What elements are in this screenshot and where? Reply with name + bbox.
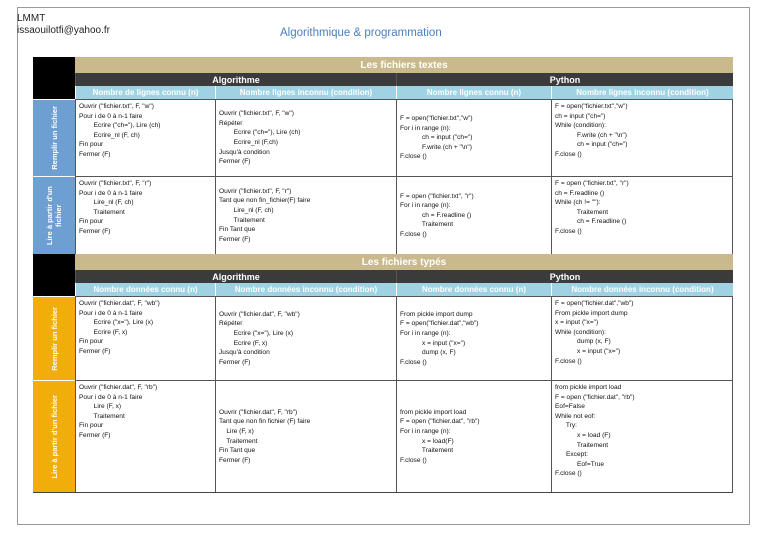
code-cell (396, 380, 551, 492)
code-line: For i in range (n): (400, 427, 451, 435)
code-line: Pour i de 0 à n-1 faire (79, 189, 143, 197)
code-line: Ecrire ("ch="), Lire (ch) (219, 129, 301, 137)
code-line: dump (x, F) (555, 338, 611, 346)
code-line: Fermer (F) (79, 347, 111, 355)
row-label-text: Lire à partir d'un fichier (49, 394, 59, 479)
code-line: Try: (555, 422, 577, 430)
code-line: F.close () (555, 227, 582, 235)
code-line: Traitement (219, 216, 265, 224)
code-line: Pour i de 0 à n-1 faire (79, 393, 143, 401)
code-line: F.close () (400, 358, 427, 366)
code-line: Fin pour (79, 218, 104, 226)
code-line: F = open("fichier.dat","wb") (555, 300, 634, 307)
code-cell (75, 99, 215, 176)
code-line: Fermer (F) (79, 150, 111, 158)
section-title: Les fichiers typés (75, 254, 733, 270)
code-cell (215, 99, 396, 176)
code-line: F.write (ch + "\n") (400, 143, 472, 151)
code-line: x = load(F) (400, 437, 454, 445)
column-header-algorithme: Algorithme (75, 270, 396, 283)
code-line: F.close () (400, 230, 427, 238)
code-line: Eof=True (555, 460, 605, 468)
code-line: Ecrire_nl (F,ch) (219, 139, 278, 146)
code-line: x = load (F) (555, 431, 611, 439)
code-cell (396, 296, 551, 380)
org-name: LMMT (17, 13, 46, 24)
code-line: Ouvrir ("fichier.dat", F, "rb") (79, 384, 158, 391)
code-line: From pickle import dump (555, 309, 628, 317)
code-line: Fermer (F) (219, 358, 251, 366)
code-line: While (condition): (555, 122, 606, 130)
code-line: Ouvrir ("fichier.txt", F, "r") (79, 180, 152, 187)
code-line: For i in range (n): (400, 329, 451, 337)
author-email[interactable]: issaouilotfi@yahoo.fr (17, 25, 110, 36)
code-line: Ouvrir ("fichier.dat", F, "wb") (219, 310, 300, 318)
corner-block (33, 57, 75, 99)
section-title: Les fichiers textes (75, 57, 733, 73)
code-line: Ouvrir ("fichier.dat", F, "wb") (79, 300, 160, 307)
code-line: Fin Tant que (219, 447, 256, 455)
code-line: Eof=False (555, 403, 585, 411)
code-line: from pickle import load (555, 384, 622, 391)
summary-table (33, 57, 733, 493)
subheader: Nombre données inconnu (condition) (551, 283, 733, 296)
code-line: Ouvrir ("fichier.dat", F, "rb") (219, 408, 298, 416)
code-line: Ecrire ("x="), Lire (x) (219, 329, 294, 337)
column-header-algorithme: Algorithme (75, 73, 396, 86)
code-line: F = open("fichier.txt","w") (555, 103, 628, 110)
code-line: Jusqu'à condition (219, 349, 270, 357)
code-line: Fin pour (79, 141, 104, 149)
code-line: F.write (ch + "\n") (555, 131, 627, 139)
code-line: F.close () (555, 150, 582, 158)
page-title: Algorithmique & programmation (280, 27, 442, 39)
code-line: ch = input ("ch=") (555, 141, 628, 149)
code-line: F.close () (400, 153, 427, 161)
code-line: Jusqu'à condition (219, 148, 270, 156)
code-line: Traitement (400, 221, 454, 229)
code-cell (75, 176, 215, 254)
code-line: F.close () (555, 357, 582, 365)
code-line: Lire_nl (F, ch) (79, 199, 134, 207)
code-line: Tant que non fin fichier (F) faire (219, 418, 311, 426)
code-line: Fermer (F) (219, 235, 251, 243)
code-line: For i in range (n): (400, 202, 451, 210)
row-label-text: Remplir un fichier (49, 106, 59, 170)
code-line: F = open ("fichier.dat", "rb") (555, 393, 635, 401)
code-line: Fermer (F) (219, 456, 251, 464)
code-line: Traitement (555, 441, 609, 449)
code-cell (396, 176, 551, 254)
column-header-python: Python (396, 73, 733, 86)
row-label (33, 380, 75, 492)
subheader: Nombre données connu (n) (75, 283, 215, 296)
code-cell (551, 176, 733, 254)
code-cell (215, 380, 396, 492)
row-label (33, 296, 75, 380)
code-line: Fin Tant que (219, 226, 256, 234)
code-line: Lire (F, x) (219, 427, 254, 435)
subheader: Nombre lignes inconnu (condition) (551, 86, 733, 99)
code-line: Répéter (219, 119, 243, 127)
code-line: Fermer (F) (79, 227, 111, 235)
code-line: Traitement (79, 208, 125, 216)
code-line: Traitement (555, 208, 609, 216)
code-line: Lire (F, x) (79, 403, 122, 411)
row-label (33, 99, 75, 176)
code-line: Ecrire (F, x) (79, 328, 128, 336)
code-cell (551, 296, 733, 380)
code-line: x = input ("x=") (555, 319, 599, 327)
code-line: from pickle import load (400, 408, 467, 416)
subheader: Nombre données inconnu (condition) (215, 283, 396, 296)
code-line: F = open ("fichier.dat", "rb") (400, 418, 480, 426)
code-line: x = input ("x=") (555, 347, 621, 355)
code-cell (215, 176, 396, 254)
row-label (33, 176, 75, 254)
code-line: For i in range (n): (400, 124, 451, 132)
code-line: Ecrire ("ch="), Lire (ch) (79, 122, 161, 130)
code-line: ch = F.readline () (400, 211, 472, 219)
row-label-text: Lire à partir d'un fichier (45, 186, 63, 245)
code-line: Tant que non fin_fichier(F) faire (219, 197, 311, 205)
code-line: Traitement (79, 412, 125, 420)
corner-block (33, 254, 75, 296)
row-label-text: Remplir un fichier (49, 306, 59, 371)
code-line: ch = F.readline () (555, 218, 627, 226)
code-line: Fin pour (79, 338, 104, 346)
code-line: Traitement (219, 437, 258, 445)
subheader: Nombre lignes inconnu (condition) (215, 86, 396, 99)
code-cell (551, 99, 733, 176)
column-header-python: Python (396, 270, 733, 283)
code-line: F = open("fichier.txt","w") (400, 115, 473, 123)
code-line: Ouvrir ("fichier.txt", F, "w") (79, 103, 154, 110)
code-line: ch = F.readline () (555, 189, 605, 197)
code-line: F = open ("fichier.txt", "r") (400, 192, 474, 200)
code-line: x = input ("x=") (400, 339, 466, 347)
code-line: Pour i de 0 à n-1 faire (79, 309, 143, 317)
code-cell (396, 99, 551, 176)
code-line: Fermer (F) (79, 431, 111, 439)
code-cell (75, 380, 215, 492)
subheader: Nombre de lignes connu (n) (75, 86, 215, 99)
code-cell (551, 380, 733, 492)
code-line: ch = input ("ch=") (400, 134, 473, 142)
code-line: Traitement (400, 447, 454, 455)
code-line: While (ch != ""): (555, 199, 601, 207)
code-cell (75, 296, 215, 380)
code-line: dump (x, F) (400, 349, 456, 357)
subheader: Nombre lignes connu (n) (396, 86, 551, 99)
code-line: Ecrire ("x="), Lire (x) (79, 319, 154, 327)
subheader: Nombre données connu (n) (396, 283, 551, 296)
code-line: Pour i de 0 à n-1 faire (79, 112, 143, 120)
code-line: F.close () (555, 470, 582, 478)
code-line: Ecrire (F, x) (219, 339, 268, 347)
code-line: F = open ("fichier.txt", "r") (555, 180, 629, 187)
code-line: Except: (555, 451, 588, 459)
code-line: While (condition): (555, 328, 606, 336)
code-line: Fermer (F) (219, 158, 251, 166)
code-line: Ouvrir ("fichier.txt", F, "r") (219, 187, 292, 195)
code-line: Ouvrir ("fichier.txt", F, "w") (219, 110, 294, 118)
code-line: While not eof: (555, 412, 596, 420)
code-line: Répéter (219, 320, 243, 328)
code-line: From pickle import dump (400, 310, 473, 318)
code-line: ch = input ("ch=") (555, 112, 606, 120)
code-line: Lire_nl (F, ch) (219, 206, 274, 214)
code-line: Fin pour (79, 422, 104, 430)
code-line: F = open("fichier.dat","wb") (400, 320, 479, 328)
header-left (17, 13, 110, 37)
code-line: Ecrire_nl (F, ch) (79, 131, 140, 139)
code-line: F.close () (400, 456, 427, 464)
code-cell (215, 296, 396, 380)
